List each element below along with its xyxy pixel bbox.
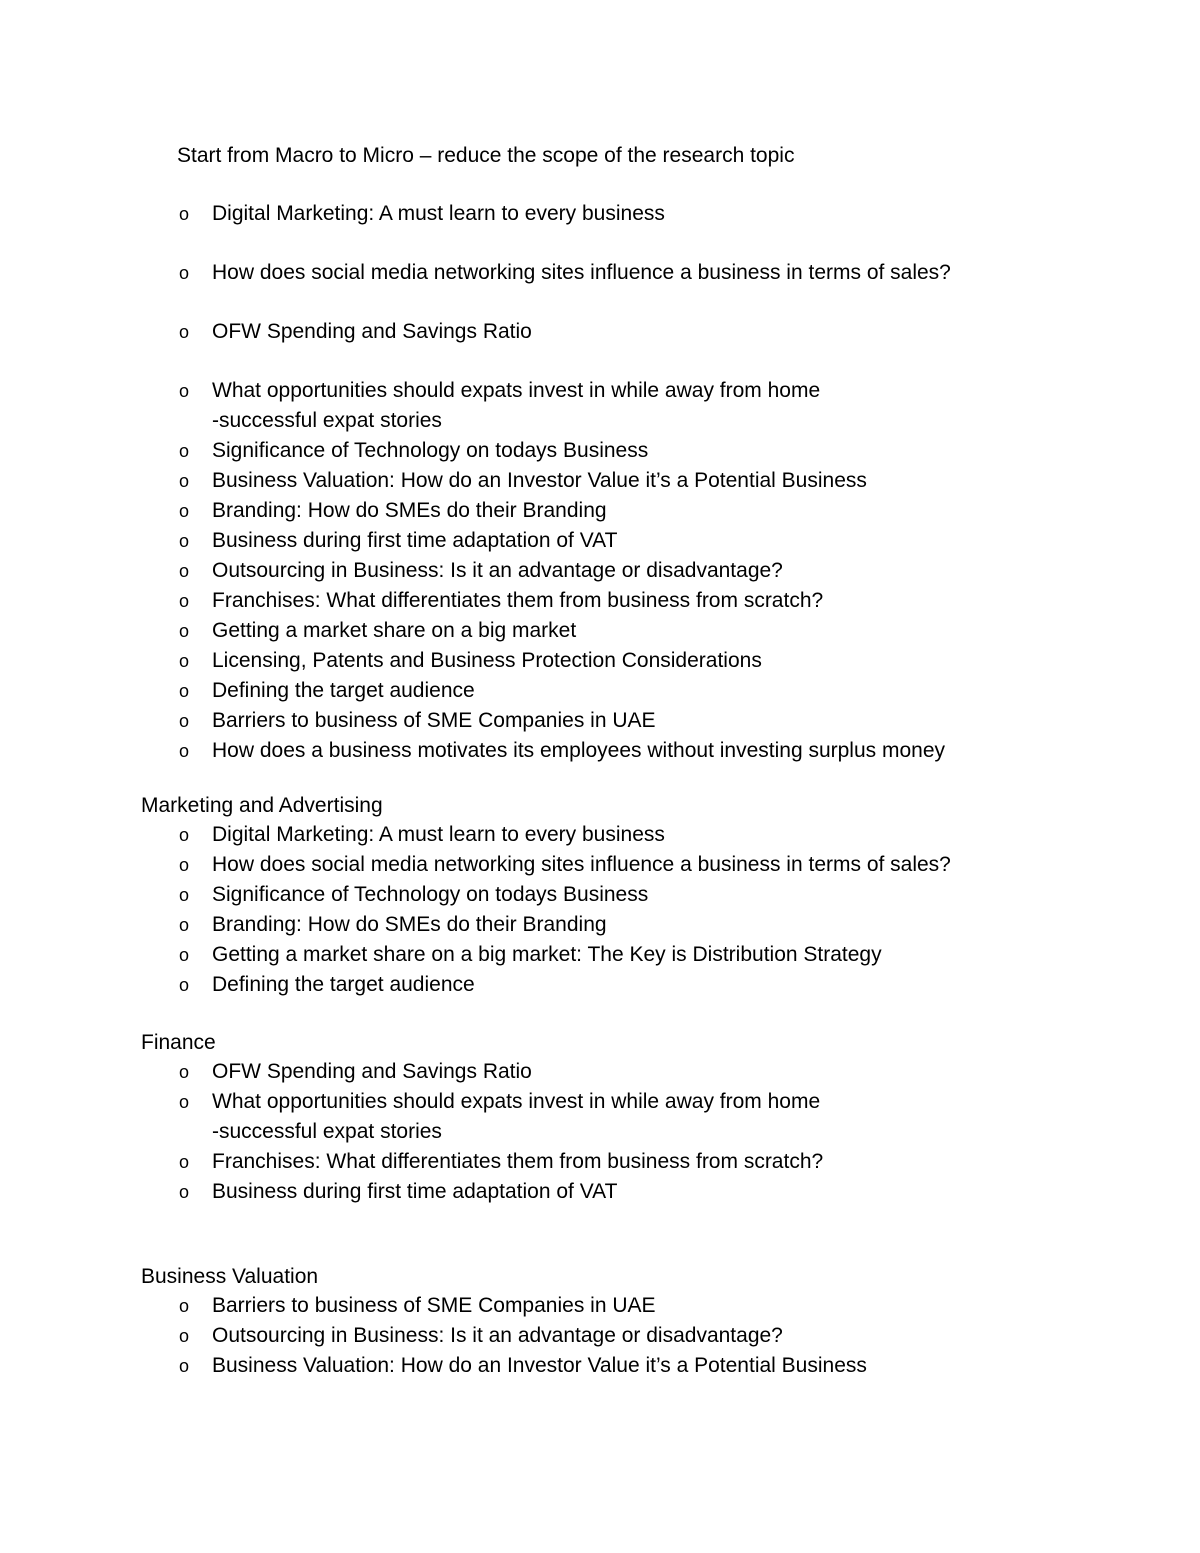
list-item-text: OFW Spending and Savings Ratio: [212, 1060, 532, 1083]
list-item: [176, 1351, 867, 1381]
list-item-text: Getting a market share on a big market: The Key is Distribution Strategy: [212, 943, 882, 966]
bullet-icon: o: [178, 825, 189, 845]
list-item-text: What opportunities should expats invest in while away from home: [212, 379, 821, 402]
list-item-text: Digital Marketing: A must learn to every business: [212, 823, 665, 846]
list-item-text: Significance of Technology on todays Business: [212, 883, 649, 906]
list-item-text: Branding: How do SMEs do their Branding: [212, 499, 607, 522]
bullet-icon: o: [178, 263, 189, 283]
section-list-finance: [176, 1057, 823, 1207]
list-item-text: Defining the target audience: [212, 679, 475, 702]
bullet-icon: o: [178, 441, 189, 461]
list-item-text: Business during first time adaptation of VAT: [212, 529, 618, 552]
bullet-icon: o: [178, 681, 189, 701]
list-item-text: How does a business motivates its employees without investing surplus money: [212, 739, 946, 762]
list-item: [176, 706, 951, 736]
list-item: [176, 317, 951, 347]
bullet-icon: o: [178, 945, 189, 965]
list-item-text: Licensing, Patents and Business Protection Considerations: [212, 649, 762, 672]
section-heading-business-valuation: Business Valuation: [141, 1265, 319, 1288]
bullet-icon: o: [178, 381, 189, 401]
section-heading-marketing: Marketing and Advertising: [141, 794, 383, 817]
section-list-marketing: [176, 820, 951, 1000]
list-item-text: Defining the target audience: [212, 973, 475, 996]
list-item: [176, 1147, 823, 1177]
list-item: [176, 526, 951, 556]
list-item: [176, 199, 951, 229]
list-item-subtext: -successful expat stories: [212, 1120, 442, 1143]
list-item-text: Outsourcing in Business: Is it an advantage or disadvantage?: [212, 1324, 783, 1347]
list-item: [176, 1177, 823, 1207]
bullet-icon: o: [178, 741, 189, 761]
list-item: [176, 1087, 823, 1147]
bullet-icon: o: [178, 1182, 189, 1202]
bullet-icon: o: [178, 621, 189, 641]
list-item: [176, 646, 951, 676]
list-item-text: Barriers to business of SME Companies in UAE: [212, 1294, 656, 1317]
list-item: [176, 940, 951, 970]
list-item-text: Barriers to business of SME Companies in UAE: [212, 709, 656, 732]
bullet-icon: o: [178, 975, 189, 995]
section-list-business-valuation: [176, 1291, 867, 1381]
list-item-text: Business Valuation: How do an Investor Value it’s a Potential Business: [212, 469, 867, 492]
list-item-text: Branding: How do SMEs do their Branding: [212, 913, 607, 936]
list-item: [176, 736, 951, 766]
list-item: [176, 258, 951, 288]
list-item: [176, 556, 951, 586]
bullet-icon: o: [178, 322, 189, 342]
bullet-icon: o: [178, 591, 189, 611]
list-item-text: Significance of Technology on todays Business: [212, 439, 649, 462]
list-item: [176, 1057, 823, 1087]
bullet-icon: o: [178, 1092, 189, 1112]
bullet-icon: o: [178, 711, 189, 731]
list-item: [176, 970, 951, 1000]
list-item: [176, 1291, 867, 1321]
list-item-text: Franchises: What differentiates them from business from scratch?: [212, 1150, 824, 1173]
bullet-icon: o: [178, 471, 189, 491]
bullet-icon: o: [178, 1296, 189, 1316]
list-item-text: How does social media networking sites influence a business in terms of sales?: [212, 853, 951, 876]
bullet-icon: o: [178, 1152, 189, 1172]
list-item: [176, 676, 951, 706]
bullet-icon: o: [178, 885, 189, 905]
section-heading-finance: Finance: [141, 1031, 216, 1054]
list-item-text: How does social media networking sites influence a business in terms of sales?: [212, 261, 951, 284]
list-item: [176, 850, 951, 880]
list-item: [176, 616, 951, 646]
list-item-text: Outsourcing in Business: Is it an advantage or disadvantage?: [212, 559, 783, 582]
list-item: [176, 436, 951, 466]
intro-line: Start from Macro to Micro – reduce the scope of the research topic: [177, 144, 795, 167]
bullet-icon: o: [178, 531, 189, 551]
list-item-text: What opportunities should expats invest in while away from home: [212, 1090, 821, 1113]
bullet-icon: o: [178, 1062, 189, 1082]
topic-list: [176, 199, 951, 766]
bullet-icon: o: [178, 204, 189, 224]
bullet-icon: o: [178, 1326, 189, 1346]
bullet-icon: o: [178, 651, 189, 671]
bullet-icon: o: [178, 855, 189, 875]
bullet-icon: o: [178, 561, 189, 581]
list-item: [176, 496, 951, 526]
list-item-text: Digital Marketing: A must learn to every business: [212, 202, 665, 225]
list-item: [176, 376, 951, 436]
list-item: [176, 880, 951, 910]
list-item: [176, 586, 951, 616]
list-item: [176, 466, 951, 496]
list-item: [176, 1321, 867, 1351]
list-item: [176, 910, 951, 940]
bullet-icon: o: [178, 501, 189, 521]
list-item-text: Franchises: What differentiates them from business from scratch?: [212, 589, 824, 612]
list-item: [176, 820, 951, 850]
list-item-subtext: -successful expat stories: [212, 409, 442, 432]
bullet-icon: o: [178, 915, 189, 935]
bullet-icon: o: [178, 1356, 189, 1376]
list-item-text: Business during first time adaptation of VAT: [212, 1180, 618, 1203]
list-item-text: Business Valuation: How do an Investor Value it’s a Potential Business: [212, 1354, 867, 1377]
list-item-text: Getting a market share on a big market: [212, 619, 577, 642]
list-item-text: OFW Spending and Savings Ratio: [212, 320, 532, 343]
